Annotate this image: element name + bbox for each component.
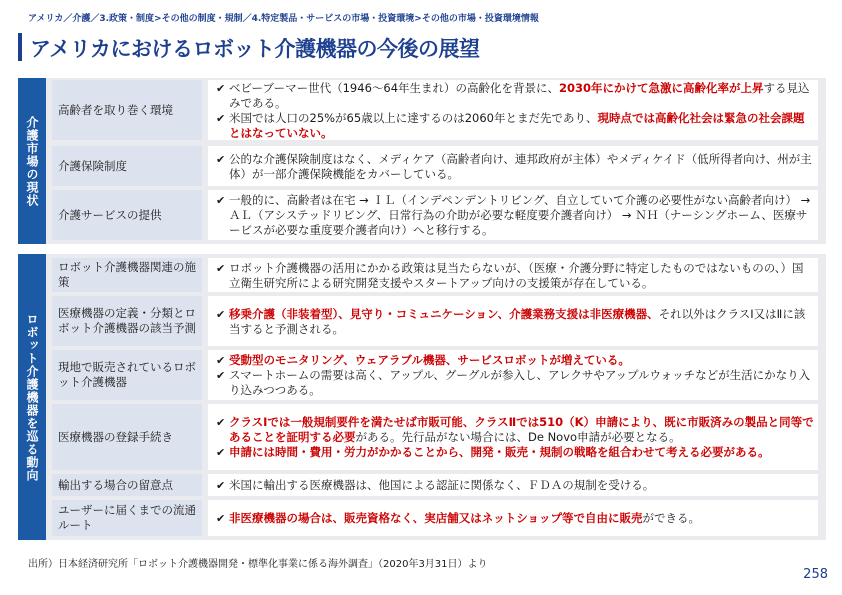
- table-row: [52, 80, 818, 140]
- row-content: [208, 404, 818, 470]
- list-item: ✔ 米国に輸出する医療機器は、他国による認証に関係なく、ＦＤＡの規制を受ける。: [216, 478, 655, 492]
- list-item: ✔ ベビーブーマー世代（1946～64年生まれ）の高齢化を背景に、2030年にかけて急激に高齢化率が上昇する見込みである。: [216, 80, 810, 110]
- breadcrumb: アメリカ／介護／3.政策・制度>その他の制度・規制／4.特定製品・サービスの市場・投資環境>その他の市場・投資環境情報: [28, 14, 539, 24]
- check-icon: ✔: [216, 446, 226, 459]
- check-icon: ✔: [216, 479, 226, 492]
- section-robot-trends: [18, 254, 826, 540]
- check-icon: ✔: [216, 369, 226, 382]
- source-note: 出所）日本経済研究所「ロボット介護機器開発・標準化事業に係る海外調査」（2020年3月31日）より: [28, 559, 488, 570]
- check-icon: ✔: [216, 307, 226, 321]
- check-icon: ✔: [216, 354, 226, 367]
- table-row: [52, 474, 818, 496]
- list-item: ✔ クラスⅠでは一般規制要件を満たせば市販可能、クラスⅡでは510（K）申請により、既に市販済みの製品と同等であることを証明する必要がある。先行品がない場合には、De Novo申請が必要となる。: [216, 415, 814, 444]
- list-item: ✔ 移乗介護（非装着型）、見守り・コミュニケーション、介護業務支援は非医療機器、それ以外はクラスⅠ又はⅡに該当すると予測される。: [216, 306, 806, 336]
- row-label: ロボット介護機器関連の施策: [52, 258, 202, 292]
- row-content: [208, 500, 818, 536]
- page-title: アメリカにおけるロボット介護機器の今後の展望: [30, 37, 480, 61]
- check-icon: ✔: [216, 261, 226, 275]
- row-label: ユーザーに届くまでの流通ルート: [52, 500, 202, 536]
- row-content: [208, 190, 818, 240]
- title-accent-bar: [18, 33, 22, 61]
- list-item: ✔ 申請には時間・費用・労力がかかることから、開発・販売・規制の戦略を組合わせて考える必要がある。: [216, 445, 770, 459]
- list-item: ✔ 米国では人口の25%が65歳以上に達するのは2060年とまだ先であり、現時点では高齢化社会は緊急の社会課題とはなっていない。: [216, 110, 805, 140]
- row-label: 医療機器の定義・分類とロボット介護機器の該当予測: [52, 296, 202, 346]
- check-icon: ✔: [216, 416, 226, 429]
- row-content: [208, 146, 818, 186]
- row-label: 現地で販売されているロボット介護機器: [52, 350, 202, 400]
- list-item: ✔ 一般的に、高齢者は在宅 → ＩＬ（インデペンデントリビング、自立していて介護の必要性がない高齢者向け） → ＡＬ（アシステッドリビング、日常行為の介助が必要な軽度要介護者向け） → ＮＨ（ナーシングホーム、医療サービスが必要な重度要介護者向け）へと移行する。: [216, 193, 811, 237]
- row-content: [208, 350, 818, 400]
- check-icon: ✔: [216, 111, 226, 125]
- table-row: [52, 350, 818, 400]
- table-row: [52, 258, 818, 292]
- row-content: [208, 474, 818, 496]
- section-market-status: [18, 78, 826, 244]
- list-item: ✔ ロボット介護機器の活用にかかる政策は見当たらないが、（医療・介護分野に特定したものではないものの、）国立衛生研究所による研究開発支援やスタートアップ向けの支援策が存在している。: [216, 260, 804, 290]
- row-content: [208, 296, 818, 346]
- section-label: ロボット介護機器を巡る動向: [18, 254, 46, 540]
- row-content: [208, 258, 818, 292]
- row-label: 介護保険制度: [52, 146, 202, 186]
- list-item: ✔ 受動型のモニタリング、ウェアラブル機器、サービスロボットが増えている。: [216, 353, 630, 367]
- check-icon: ✔: [216, 512, 226, 525]
- list-item: ✔ 公的な介護保険制度はなく、メディケア（高齢者向け、連邦政府が主体）やメディケイド（低所得者向け、州が主体）が一部介護保険機能をカバーしている。: [216, 151, 812, 181]
- row-content: [208, 80, 818, 140]
- check-icon: ✔: [216, 81, 226, 95]
- table-row: [52, 190, 818, 240]
- table-row: [52, 500, 818, 536]
- check-icon: ✔: [216, 152, 226, 166]
- section-label: 介護市場の現状: [18, 78, 46, 244]
- list-item: ✔ スマートホームの需要は高く、アップル、グーグルが参入し、アレクサやアップルウォッチなどが生活にかなり入り込みつつある。: [216, 368, 811, 397]
- table-row: [52, 404, 818, 470]
- check-icon: ✔: [216, 194, 226, 207]
- list-item: ✔ 非医療機器の場合は、販売資格なく、実店舗又はネットショップ等で自由に販売ができる。: [216, 511, 701, 525]
- row-label: 介護サービスの提供: [52, 190, 202, 240]
- page-number: 258: [803, 567, 828, 582]
- row-label: 高齢者を取り巻く環境: [52, 80, 202, 140]
- table-row: [52, 296, 818, 346]
- table-row: [52, 146, 818, 186]
- row-label: 輸出する場合の留意点: [52, 474, 202, 496]
- row-label: 医療機器の登録手続き: [52, 404, 202, 470]
